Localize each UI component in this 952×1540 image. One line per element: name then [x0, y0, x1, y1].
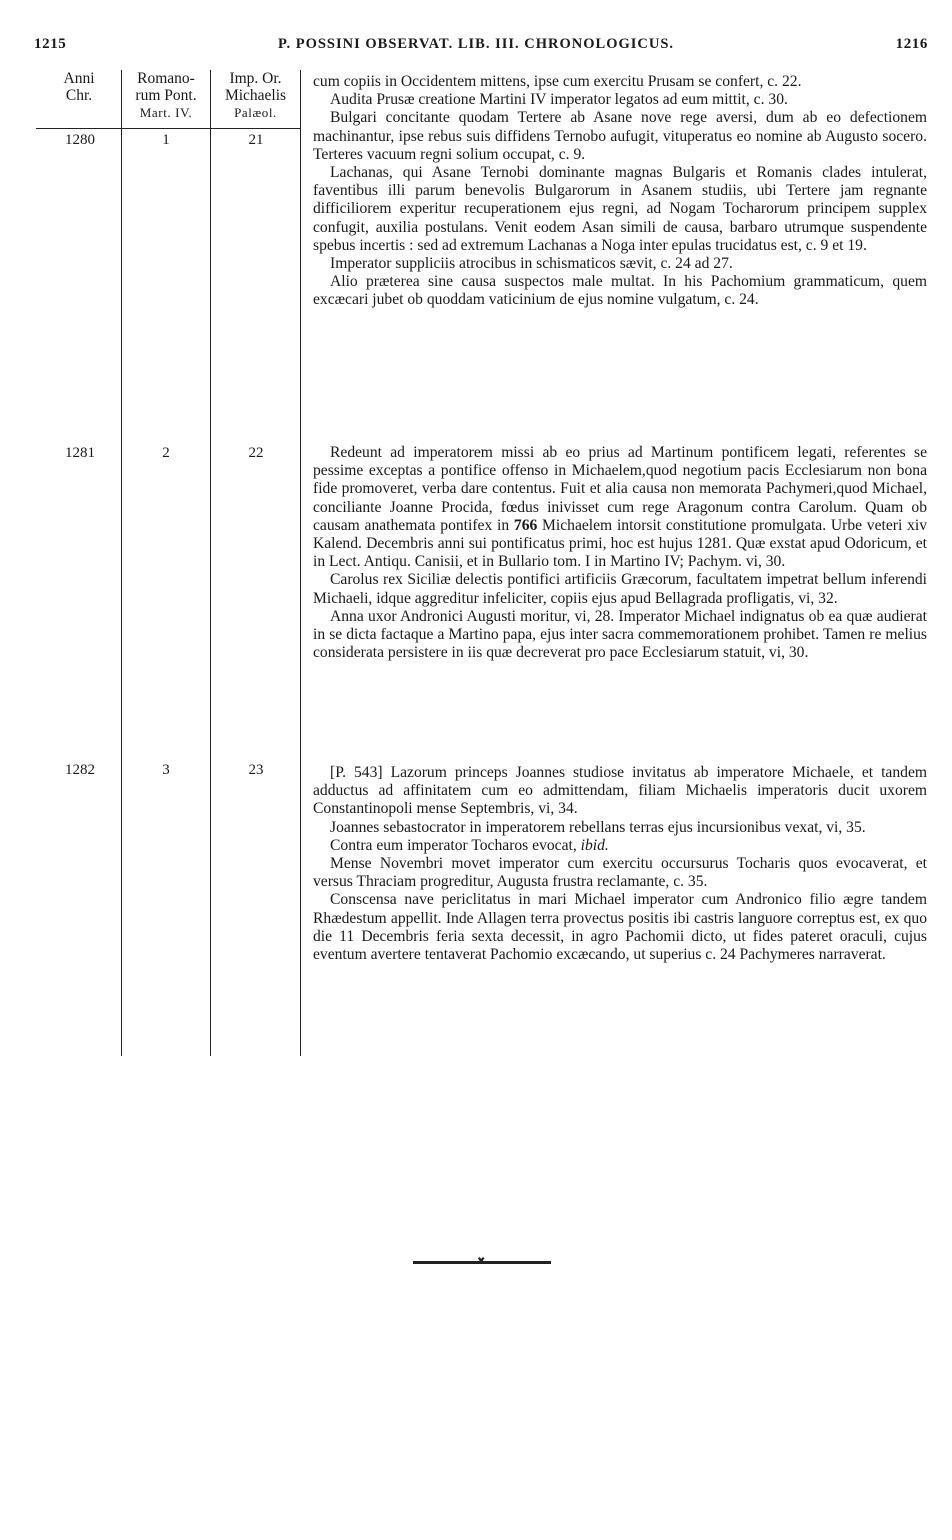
imp-cell: 23 [248, 762, 264, 778]
pont-cell: 3 [162, 762, 170, 778]
paragraph: cum copiis in Occidentem mittens, ipse cum exercitu Prusam se confert, c. 22. [313, 73, 802, 90]
col-romanorum-header [123, 70, 209, 121]
entries-1282 [313, 764, 927, 964]
text-run: Contra eum imperator Tocharos evocat, [330, 836, 581, 854]
text-run-italic: ibid. [580, 836, 609, 854]
imp-cell: 21 [248, 132, 264, 148]
paragraph: Imperator suppliciis atrocibus in schismaticos sævit, c. 24 ad 27. [330, 255, 733, 273]
imp-cell: 22 [248, 445, 264, 461]
paragraph: Audita Prusæ creatione Martini IV imperator legatos ad eum mittit, c. 30. [330, 91, 788, 109]
entries-1281 [313, 444, 927, 662]
col-anni-header [44, 70, 114, 104]
entries-1280 [313, 73, 927, 310]
paragraph: Conscensa nave periclitatus in mari Michael imperator cum Andronico filio ægre tandem Rhædestum appellit. Inde Allagen terra provectus positis ibi castris languore correptus est, ex quo die 11 Decembris feria sexta decessit, in agro Pachomii dicto, ut fides pateret oraculi, cujus eventum avertere tentaverat Pachomio excæcando, ut superius c. 24 Pachymeres narraverat. [313, 891, 927, 964]
paragraph: Anna uxor Andronici Augusti moritur, vi, 28. Imperator Michael indignatus ob ea quæ audierat in se dicta factaque a Martino papa, ejus inter sacra commemorationem prohibet. Tamen re melius considerata persistere in iis quæ decreverat pro pace Ecclesiarum statuit, vi, 30. [313, 607, 927, 662]
col-romanorum-line2: rum Pont. [135, 87, 197, 104]
year-cell: 1282 [65, 762, 95, 778]
pont-cell: 2 [162, 445, 170, 461]
col-imp-header [212, 70, 299, 121]
margin-page-ref: 766 [513, 516, 538, 534]
col-anni-line2: Chr. [65, 87, 93, 104]
paragraph: Joannes sebastocrator in imperatorem rebellans terras ejus incursionibus vexat, vi, 35. [330, 818, 866, 836]
paragraph [313, 837, 927, 855]
column-rule [121, 70, 122, 1056]
text-run: Michaelem intorsit constitutione promulgata. Urbe veteri xiv Kalend. Decembris anni sui pontificatus primi, hoc est hujus 1281. Quæ exstat apud Odoricum, et in Lect. Antiqu. Canisii, et in Bullario tom. I in Martino IV; Pachym. vi, 30. [313, 516, 927, 571]
column-rule [300, 70, 301, 1056]
paragraph [313, 444, 927, 571]
paragraph: Bulgari concitante quodam Tertere ab Asane nove rege aversi, dum ab eo defectionem machinantur, ipse rebus suis diffidens Ternobo aufugit, vituperatus eo nomine ab Augusto socero. Terteres vacuum regni solium occupat, c. 9. [313, 109, 927, 163]
page-number-left: 1215 [34, 36, 67, 52]
page-number-right: 1216 [895, 36, 928, 52]
col-romanorum-line1: Romano- [137, 70, 195, 87]
header-rule [36, 128, 300, 129]
year-cell: 1281 [65, 445, 95, 461]
col-romanorum-sub: Mart. IV. [139, 105, 193, 120]
col-anni-line1: Anni [63, 70, 95, 87]
col-imp-line2: Michaelis [224, 87, 287, 104]
ornament-icon: ✖ [477, 1256, 486, 1267]
year-cell: 1280 [65, 132, 95, 148]
text-run: Redeunt ad imperatorem missi ab eo prius ad Martinum pontificem legati, referentes se pessime exceptas a pontifice offenso in Michaelem,quod negotium pacis Ecclesiarum non bona fide promoveret, verba dare contentus. Fuit et alia causa non memorata Pachymeri,quod Michael, conciliante Joanne Procida, fœdus inivisset cum rege Aragonum contra Carolum. Quam ob causam anathemata pontifex in [313, 444, 927, 534]
paragraph: Lachanas, qui Asane Ternobi dominante magnas Bulgaris et Romanis clades intulerat, faventibus illi parum benevolis Bulgarorum in Asanem studiis, ubi Tertere jam regnante difficiliorem experitur recuperationem ejus regni, ad Nogam Tocharorum principem supplex confugit, auxilia postulans. Venit eodem Asan simili de causa, barbaro utrumque suspendente spebus incertis : sed ad extremum Lachanas a Noga inter epulas trucidatus est, c. 9 et 19. [313, 164, 927, 254]
column-rule [210, 70, 211, 1056]
col-imp-sub: Palæol. [234, 105, 277, 120]
paragraph: [P. 543] Lazorum princeps Joannes studiose invitatus ab imperatore Michaele, et tandem adductus ad affinitatem cum eo admittendam, filiam Michaelis imperatoris ducit uxorem Constantinopoli mense Septembris, vi, 34. [313, 764, 927, 818]
paragraph: Carolus rex Siciliæ delectis pontifici artificiis Græcorum, facultatem impetrat bellum inferendi Michaeli, idque aggreditur infeliciter, copiis ejus apud Bellagrada profligatis, vi, 32. [313, 571, 927, 607]
col-imp-line1: Imp. Or. [229, 70, 282, 87]
pont-cell: 1 [162, 132, 170, 148]
paragraph: Mense Novembri movet imperator cum exercitu occursurus Tocharis quos evocaverat, et versus Thraciam progreditur, Augusta frustra reclamante, c. 35. [313, 855, 927, 891]
paragraph: Alio præterea sine causa suspectos male multat. In his Pachomium grammaticum, quem excæcari jubet ob quoddam vaticinium de ejus nomine vulgatum, c. 24. [313, 273, 927, 309]
running-title: P. POSSINI OBSERVAT. LIB. III. CHRONOLOGICUS. [277, 36, 675, 52]
